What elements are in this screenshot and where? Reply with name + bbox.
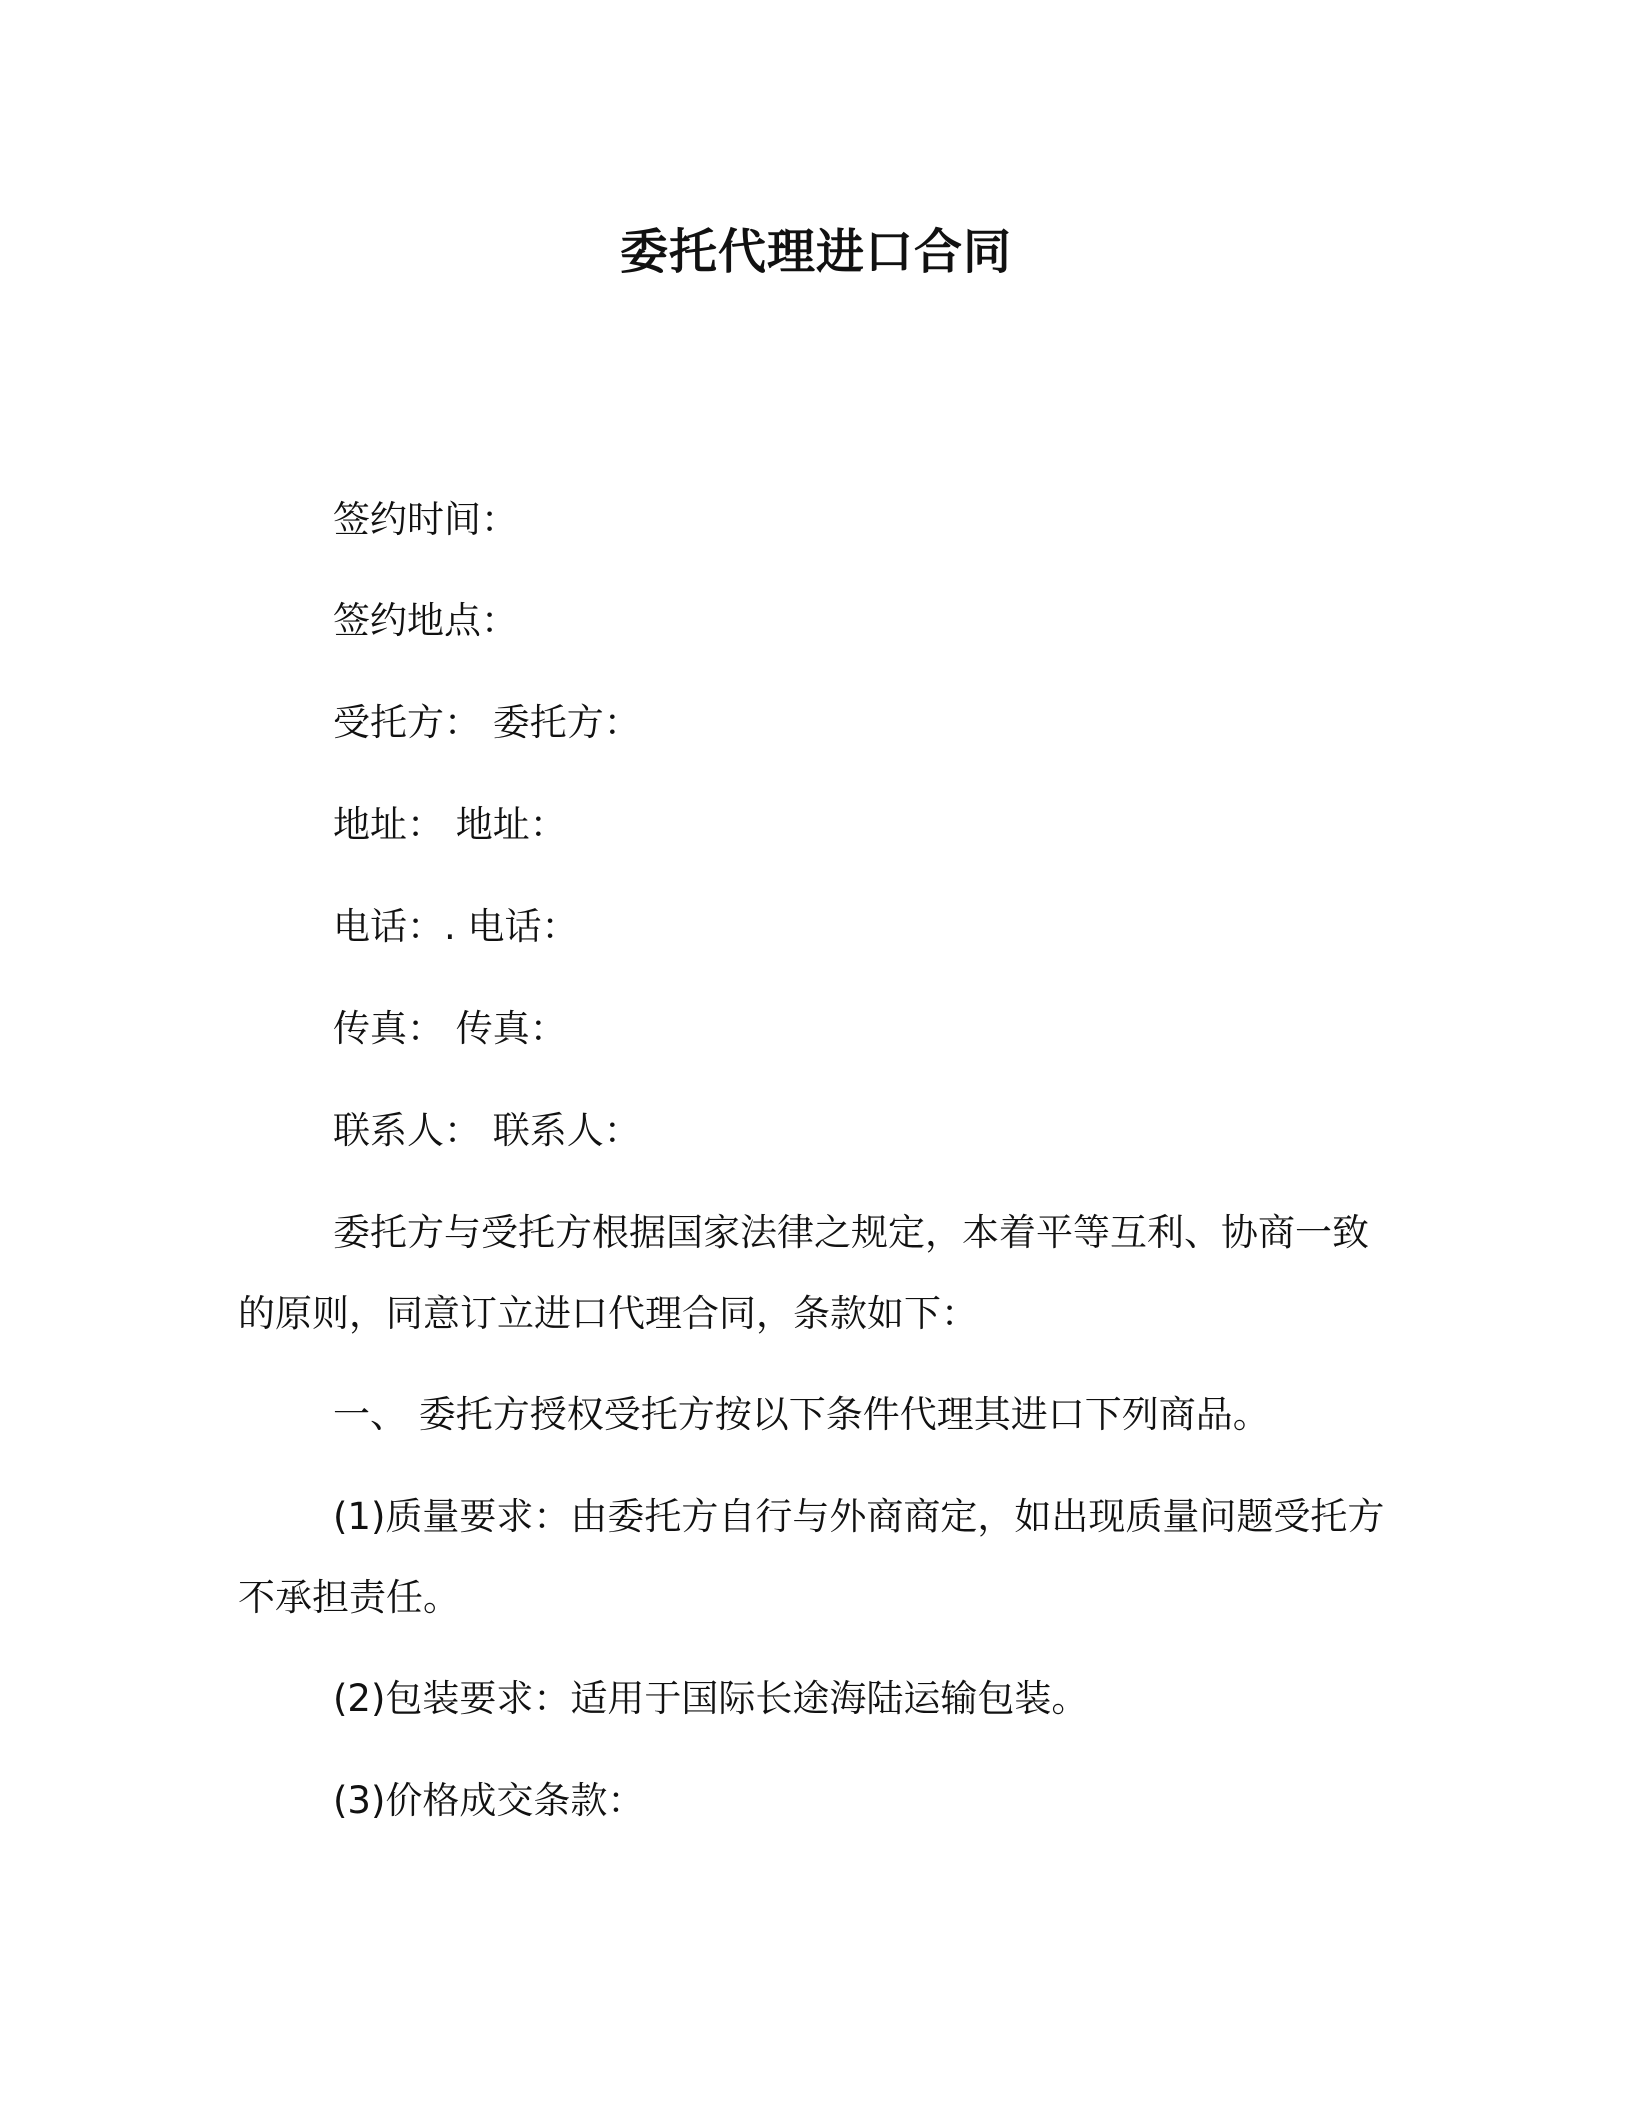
signing-place-field: 签约地点： <box>333 599 518 642</box>
item-1-line-2: 不承担责任。 <box>238 1576 460 1619</box>
preamble-line-2: 的原则，同意订立进口代理合同，条款如下： <box>238 1292 978 1335</box>
address-field: 地址： 地址： <box>333 803 567 846</box>
signing-time-field: 签约时间： <box>333 498 518 541</box>
preamble-paragraph <box>238 1207 1388 1340</box>
contact-field: 联系人： 联系人： <box>333 1109 641 1152</box>
fax-field: 传真： 传真： <box>333 1007 567 1050</box>
clause-1: 一、 委托方授权受托方按以下条件代理其进口下列商品。 <box>333 1393 1270 1436</box>
item-1-line-1: (1)质量要求：由委托方自行与外商商定，如出现质量问题受托方 <box>333 1495 1385 1538</box>
preamble-line-1: 委托方与受托方根据国家法律之规定，本着平等互利、协商一致 <box>333 1211 1369 1254</box>
parties-field: 受托方： 委托方： <box>333 701 641 744</box>
item-2: (2)包装要求：适用于国际长途海陆运输包装。 <box>333 1677 1089 1720</box>
phone-field: 电话：. 电话： <box>333 905 579 948</box>
document-title: 委托代理进口合同 <box>619 224 1012 280</box>
item-1-paragraph <box>238 1491 1388 1624</box>
item-3: (3)价格成交条款： <box>333 1779 645 1822</box>
